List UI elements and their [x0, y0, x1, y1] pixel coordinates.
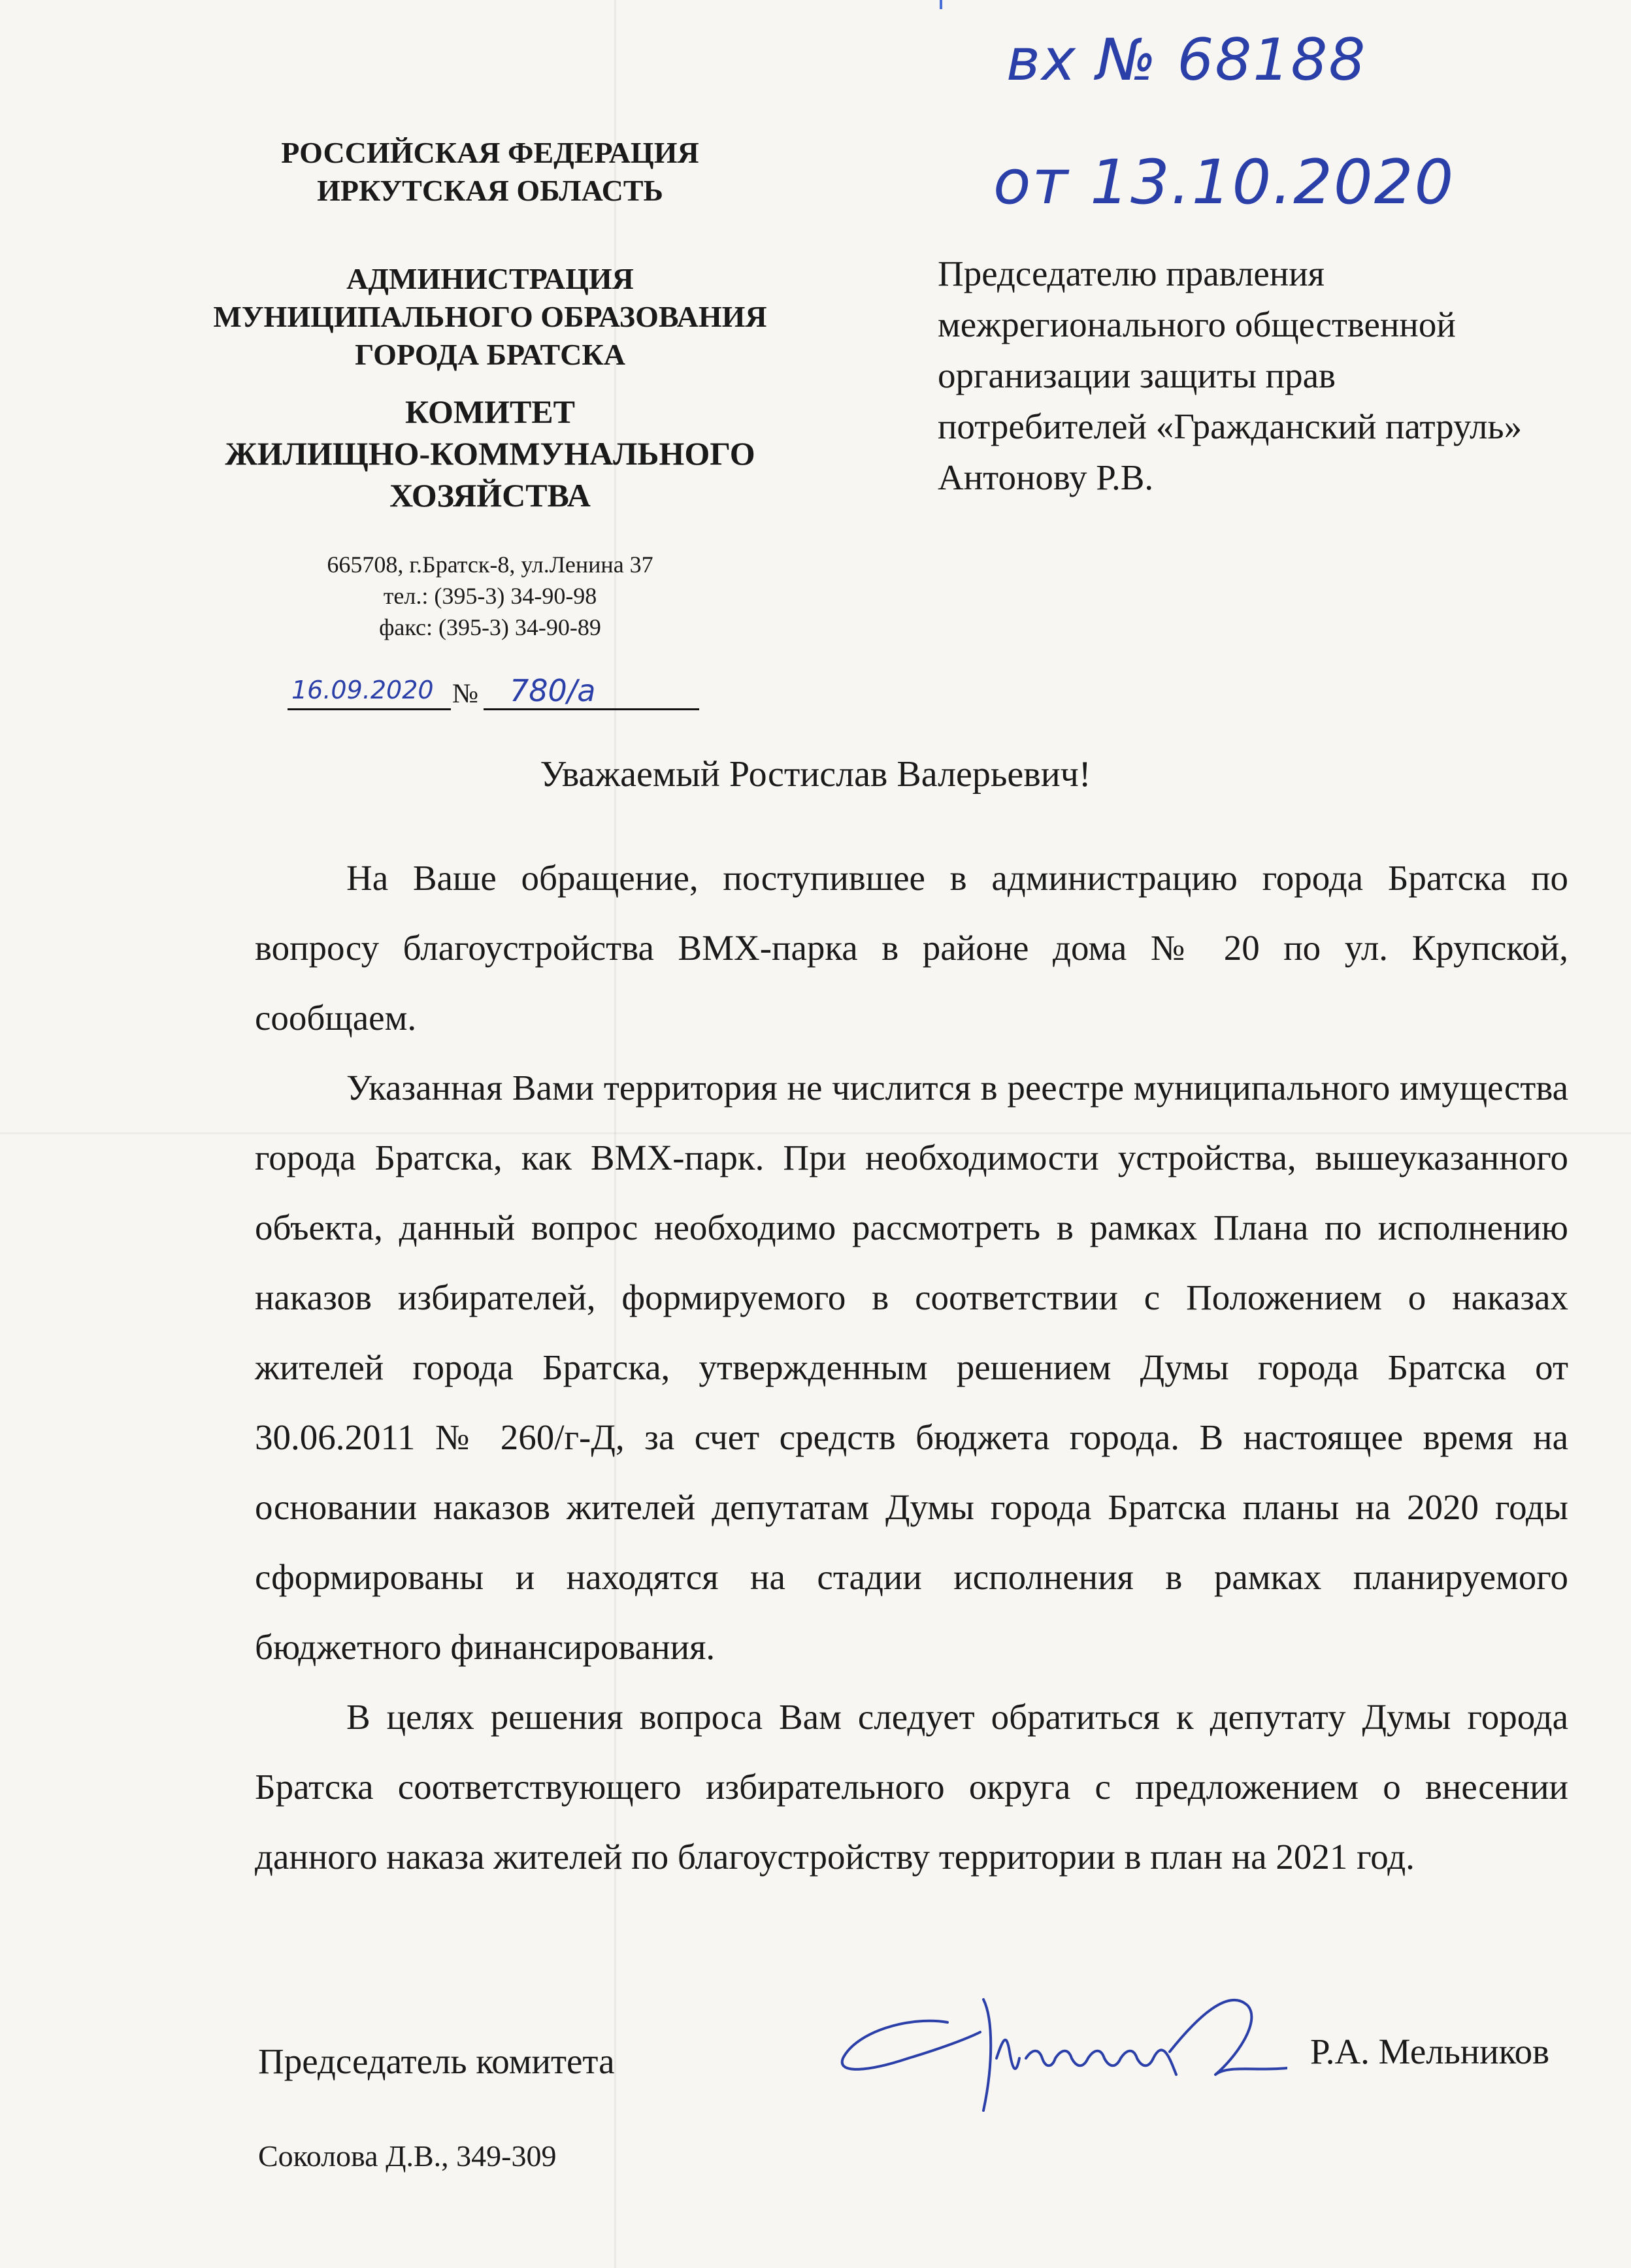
outgoing-registration — [288, 673, 699, 712]
addressee-line: организации защиты прав — [938, 355, 1336, 395]
addressee-line: потребителей «Гражданский патруль» — [938, 406, 1523, 446]
region-name: ИРКУТСКАЯ ОБЛАСТЬ — [317, 174, 663, 207]
committee-line-3: ХОЗЯЙСТВА — [389, 477, 591, 514]
registration-number-field — [484, 673, 699, 710]
handwritten-signature — [830, 1960, 1287, 2130]
addressee-line: Антонову Р.В. — [938, 457, 1154, 497]
letter-body — [255, 843, 1568, 1892]
admin-line-1: АДМИНИСТРАЦИЯ — [346, 262, 634, 295]
signatory-name: Р.А. Мельников — [1310, 2031, 1550, 2071]
letterhead-contacts — [183, 549, 797, 643]
addressee-block — [938, 248, 1604, 503]
number-sign: № — [452, 679, 479, 709]
addressee-line: Председателю правления — [938, 254, 1325, 293]
letterhead-committee — [183, 391, 797, 516]
body-paragraph: На Ваше обращение, поступившее в администрацию города Братска по вопросу благоустройства ВМХ-парка в районе дома № 20 по ул. Крупской, сообщаем. — [255, 858, 1568, 1038]
letterhead-administration — [183, 260, 797, 374]
fax-number: факс: (395-3) 34-90-89 — [379, 614, 601, 640]
registration-date: 16.09.2020 — [291, 676, 434, 704]
registration-date-field — [288, 676, 451, 710]
registration-number: 780/а — [510, 673, 596, 708]
country-name: РОССИЙСКАЯ ФЕДЕРАЦИЯ — [281, 136, 699, 169]
admin-line-3: ГОРОДА БРАТСКА — [355, 338, 625, 371]
scan-mark — [940, 0, 942, 9]
phone-number: тел.: (395-3) 34-90-98 — [383, 583, 597, 609]
signatory-title: Председатель комитета — [258, 2041, 615, 2081]
postal-address: 665708, г.Братск-8, ул.Ленина 37 — [327, 551, 653, 578]
incoming-number: вх № 68188 — [1006, 26, 1367, 93]
executor-contact: Соколова Д.В., 349-309 — [258, 2139, 557, 2173]
body-paragraph: В целях решения вопроса Вам следует обратиться к депутату Думы города Братска соответствующего избирательного округа с предложением о внесении данного наказа жителей по благоустройству территории в план на 2021 год. — [255, 1697, 1568, 1877]
committee-line-2: ЖИЛИЩНО-КОММУНАЛЬНОГО — [225, 435, 755, 472]
salutation: Уважаемый Ростислав Валерьевич! — [540, 754, 1091, 795]
addressee-line: межрегионального общественной — [938, 304, 1456, 344]
body-paragraph: Указанная Вами территория не числится в реестре муниципального имущества города Братска, как ВМХ-парк. При необходимости устройства, вышеуказанного объекта, данный вопрос необходимо рассмотреть в рамках Плана по исполнению наказов избирателей, формируемого в соответствии с Положением о наказах жителей города Братска, утвержденным решением Думы города Братска от 30.06.2011 № 260/г-Д, за счет средств бюджета города. В настоящее время на основании наказов жителей депутатам Думы города Братска планы на 2020 годы сформированы и находятся на стадии исполнения в рамках планируемого бюджетного финансирования. — [255, 1068, 1568, 1667]
letterhead-state — [183, 134, 797, 210]
committee-line-1: КОМИТЕТ — [404, 393, 576, 430]
incoming-date: от 13.10.2020 — [993, 147, 1455, 218]
admin-line-2: МУНИЦИПАЛЬНОГО ОБРАЗОВАНИЯ — [213, 300, 767, 333]
